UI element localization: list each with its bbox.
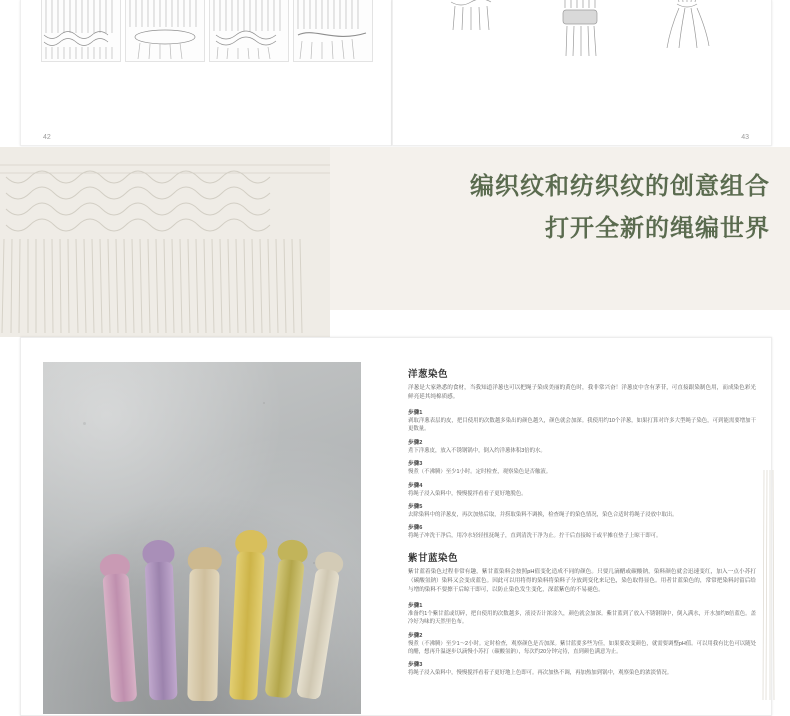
step-label: 步骤2 xyxy=(408,439,423,446)
step-label: 步骤2 xyxy=(408,632,423,639)
section-intro: 洋葱是大家熟悉的食材，当我知道洋葱也可以把绳子染成美丽的黄色时，我非常兴奋！洋葱皮中含有茅苷，可直接跟染制色用，而成染色彩光鲜亮延其纯棉质感。 xyxy=(408,385,756,400)
banner-text-block xyxy=(420,166,770,250)
step-label: 步骤4 xyxy=(408,482,423,489)
tassel-diagram xyxy=(649,0,729,60)
tassel-diagram xyxy=(433,0,513,50)
section-title: 洋葱染色 xyxy=(408,369,449,380)
dyed-rope-photo xyxy=(43,362,361,714)
step-label: 步骤3 xyxy=(408,662,423,669)
step-label: 步骤1 xyxy=(408,410,423,416)
step-text: 剥取洋葱表层的皮，把目使用的次数越多染出的颜色越久，颜色就会加深。我使用约10个洋葱，如果打算对许多大型绳子染色，可到能需要增加干更数量。 xyxy=(408,418,756,433)
step-label: 步骤5 xyxy=(408,504,423,511)
step-text: 煮下洋葱皮，放入不锈钢锅中，倒入约洋葱体积3倍的水。 xyxy=(408,447,546,454)
step-text: 将绳子浸入染料中，慢慢搅拌看着子更好地上色即可。再次加热不调，再加热加到锅中，观察染色的浓淡情况。 xyxy=(408,670,673,677)
step-label: 步骤3 xyxy=(408,461,423,468)
section-intro: 紫甘蓝着染色过程非常有趣，紫甘蓝染料会按照pH值变化造成不同的颜色。只要几滴醋或碳酸钠，染料颜色就会迅速变红，加入一点小苏打（碳酸氢钠）染料又会变成蓝色。因此可以用将得的染料将染料子分放到变化来记色，染色取得显色。用者甘蓝染色的，常常把染料封留后给与增的染料不要擦干后晾干即可，以防止染色发生变化，深蓝紫色的不易褪色。 xyxy=(408,568,756,593)
knot-diagram xyxy=(41,0,121,62)
book-page-left xyxy=(20,0,392,146)
knot-diagram xyxy=(125,0,205,62)
step-label: 步骤6 xyxy=(408,525,423,532)
step-label: 步骤1 xyxy=(408,602,423,609)
banner-macrame-photo xyxy=(0,147,330,337)
page-number-right: 43 xyxy=(741,134,749,141)
section-title: 紫甘蓝染色 xyxy=(408,552,459,564)
step-text: 将绳子冲洗干净后，用冷水轻轻扭抚绳子，直到清洗干净为止。拧干后直接晾干或平摊在垫子上晾干即可。 xyxy=(408,533,662,540)
step-text: 慢煮（不沸腾）至少1小时。定时检查，观察染色是否触液。 xyxy=(408,469,552,476)
knot-diagram xyxy=(293,0,373,62)
book-page-right xyxy=(392,0,772,146)
knot-diagram xyxy=(209,0,289,62)
banner-headline-1: 编织纹和纺织纹的创意组合 xyxy=(470,173,770,200)
step-text: 将绳子浸入染料中，慢慢搅拌看看子更好地脱色。 xyxy=(408,490,527,497)
page-number-left: 42 xyxy=(43,134,51,141)
step-text: 去除染料中的洋葱皮，再次加热后取，并捞取染料不调换，检查绳子的染色情况，染色合适时将绳子浸放中取出。 xyxy=(408,512,678,519)
instructions-column xyxy=(408,366,756,678)
diagram-row-left xyxy=(41,0,373,62)
step-text: 准备约1个紫甘蓝或切碎，把自使用的次数越多，液浸否计浓涂久，颜色就会加深。紫甘蓝到了放入不锈钢锅中，倒入满水，开水加约8倍蓝色。盖冷好为味的天然里色布。 xyxy=(408,610,756,626)
banner-bottom-strip xyxy=(330,310,790,337)
tassel-diagram xyxy=(541,0,621,70)
top-book-spread xyxy=(0,0,790,147)
diagram-row-right xyxy=(433,0,729,70)
banner-headline-2: 打开全新的绳编世界 xyxy=(545,215,770,242)
fringe-decoration xyxy=(762,470,776,700)
step-text: 慢煮（不沸腾）至少1～2小时。定时检查，观察颜色是否加深。紫甘蓝要多些为佳，如果要改变颜色，就需要调整pH值。可以用我有比色可以随处的醋，想再升温逐步以滴慢小苏打（碳酸氢钠），每次约20分钟完待，直到颜色满意为止。 xyxy=(408,640,756,656)
